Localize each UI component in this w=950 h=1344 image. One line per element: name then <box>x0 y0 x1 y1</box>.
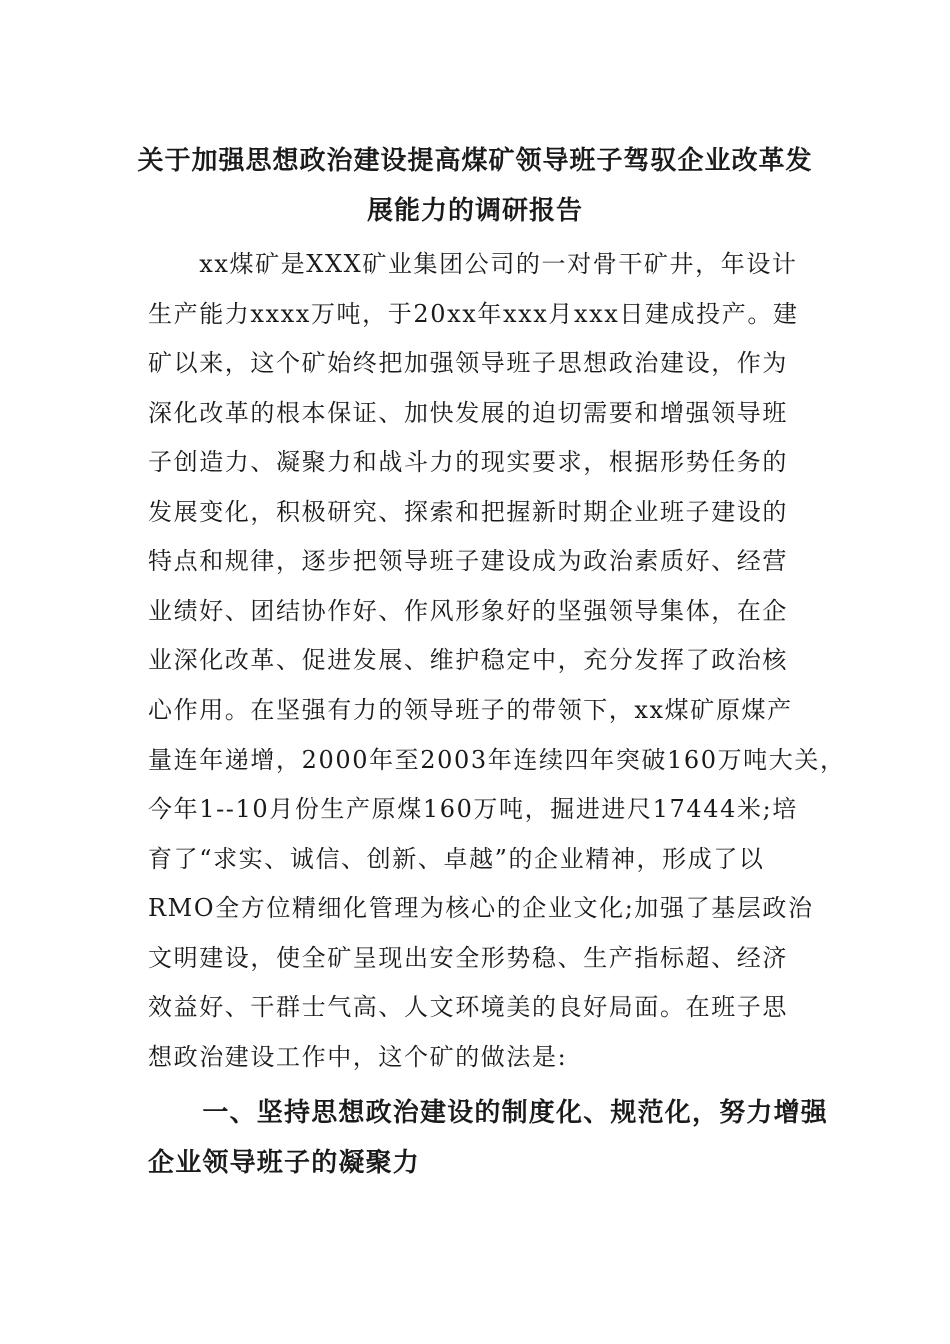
document-title-line-2: 展能力的调研报告 <box>366 196 583 226</box>
body-line-10: 心作用。在坚强有力的领导班子的带领下，xx煤矿原煤产 <box>148 696 793 724</box>
body-line-7: 特点和规律，逐步把领导班子建设成为政治素质好、经营 <box>148 547 788 575</box>
body-line-15: 文明建设，使全矿呈现出安全形势稳、生产指标超、经济 <box>148 944 788 972</box>
section-heading-line-2: 企业领导班子的凝聚力 <box>148 1148 421 1178</box>
body-line-8: 业绩好、团结协作好、作风形象好的坚强领导集体，在企 <box>148 597 788 625</box>
body-line-6: 发展变化，积极研究、探索和把握新时期企业班子建设的 <box>148 498 788 526</box>
body-line-17: 想政治建设工作中，这个矿的做法是: <box>148 1043 568 1071</box>
body-line-3: 矿以来，这个矿始终把加强领导班子思想政治建设，作为 <box>148 349 788 377</box>
body-line-16: 效益好、干群士气高、人文环境美的良好局面。在班子思 <box>148 993 788 1021</box>
body-line-12: 今年1--10月份生产原煤160万吨，掘进进尺17444米;培 <box>148 795 798 823</box>
body-line-13: 育了“求实、诚信、创新、卓越”的企业精神，形成了以 <box>148 845 765 873</box>
body-line-5: 子创造力、凝聚力和战斗力的现实要求，根据形势任务的 <box>148 448 788 476</box>
body-line-2: 生产能力xxxx万吨，于20xx年xxx月xxx日建成投产。建 <box>148 300 799 328</box>
body-line-14: RMO全方位精细化管理为核心的企业文化;加强了基层政治 <box>148 894 814 922</box>
body-line-11: 量连年递增，2000年至2003年连续四年突破160万吨大关， <box>148 746 846 774</box>
body-line-9: 业深化改革、促进发展、维护稳定中，充分发挥了政治核 <box>148 646 788 674</box>
body-line-1: xx煤矿是XXX矿业集团公司的一对骨干矿井，年设计 <box>148 250 798 278</box>
section-heading-line-1: 一、坚持思想政治建设的制度化、规范化，努力增强 <box>148 1098 829 1128</box>
document-title-line-1: 关于加强思想政治建设提高煤矿领导班子驾驭企业改革发 <box>137 146 813 176</box>
body-line-4: 深化改革的根本保证、加快发展的迫切需要和增强领导班 <box>148 399 788 427</box>
